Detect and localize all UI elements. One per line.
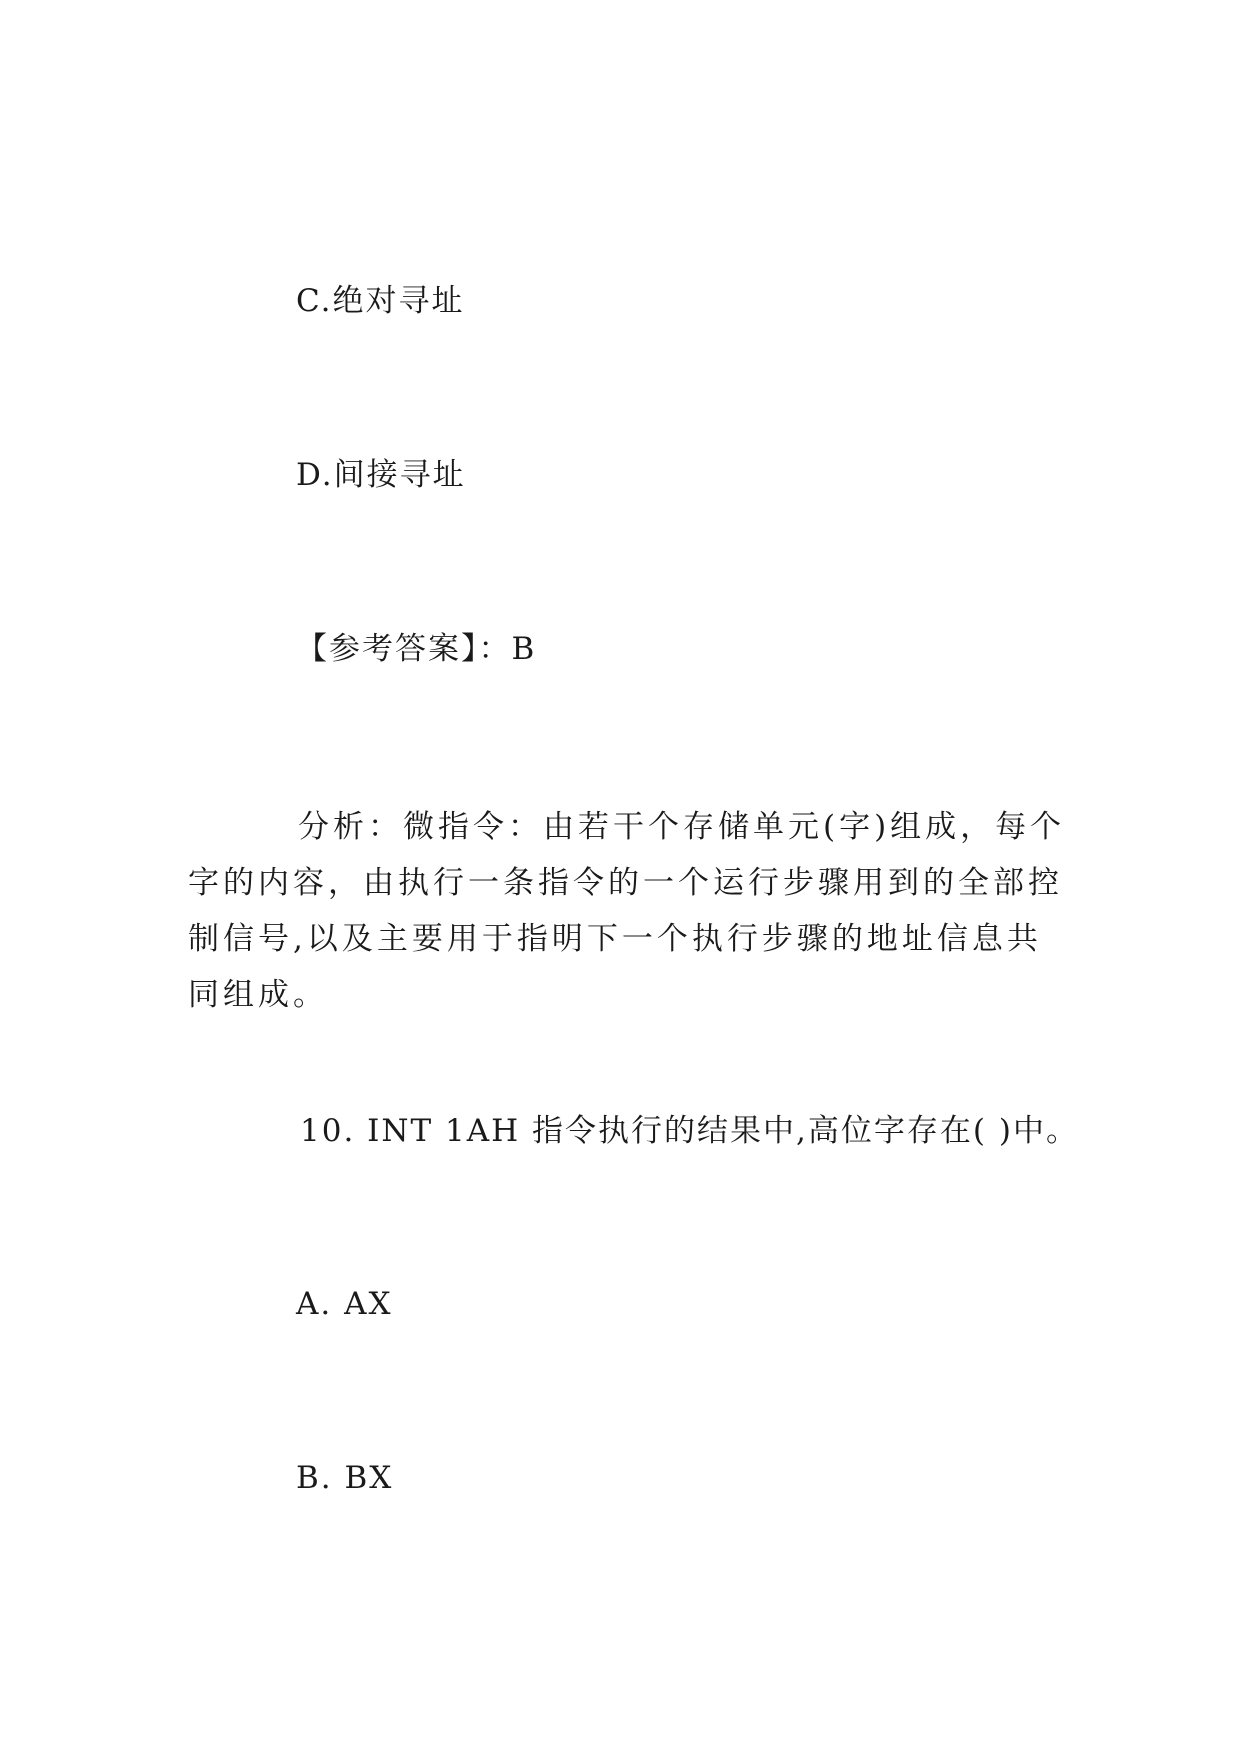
analysis-paragraph: 分析：微指令：由若干个存储单元(字)组成，每个字的内容，由执行一条指令的一个运行步骤用到的全部控制信号,以及主要用于指明下一个执行步骤的地址信息共同组成。 <box>188 809 1066 1013</box>
option-a: A. AX <box>296 1286 393 1322</box>
option-d: D.间接寻址 <box>296 457 466 493</box>
reference-answer: 【参考答案】：B <box>296 631 537 667</box>
option-c: C.绝对寻址 <box>296 283 465 319</box>
option-b: B. BX <box>296 1460 394 1496</box>
question-10: 10. INT 1AH 指令执行的结果中,高位字存在( )中。 <box>300 1113 1079 1149</box>
